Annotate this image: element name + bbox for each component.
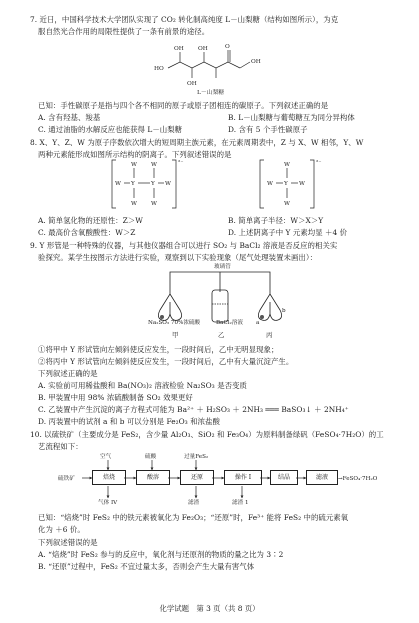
q7-option-c: C. 通过油脂的水解反应也能获得 L－山梨糖 xyxy=(38,125,183,134)
svg-text:²⁻: ²⁻ xyxy=(178,160,184,166)
q7-option-d: D. 含有 5 个手性碳原子 xyxy=(228,125,308,134)
svg-text:OH: OH xyxy=(187,81,197,87)
q7-stem-line3: 已知：手性碳原子是指与四个各不相同的原子或原子团相连的碳原子。下列叙述正确的是 xyxy=(38,101,329,110)
q9-option-c: C. 乙装置中产生沉淀的离子方程式可能为 Ba²⁺ ＋ H₂SO₃ ＋ 2NH₃ ═══ BaSO₃↓ ＋ 2NH₄⁺ xyxy=(38,405,349,414)
flow-input-acid: 硫酸 xyxy=(145,454,157,460)
q8-stem-line2: 两种元素能形成如图所示结构的阴离子。下列叙述错误的是 xyxy=(38,150,232,159)
q10-stem-line1: 10. 以硫铁矿（主要成分是 FeS₂，含少量 Al₂O₃、SiO₂ 和 Fe₃O₄）为原料制备绿矾（FeSO₄·7H₂O）的工 xyxy=(30,430,384,439)
anion-structure-1 xyxy=(110,158,184,210)
q10-option-b: B. “还原”过程中，FeS₂ 不宜过量太多，否则会产生大量有害气体 xyxy=(38,562,255,571)
svg-text:²⁻: ²⁻ xyxy=(316,160,322,166)
flow-product: →FeSO₄·7H₂O xyxy=(338,476,378,482)
flow-output-residue-1: 滤渣 1 xyxy=(232,500,249,506)
q9-stem-line1: 9. Y 形管是一种特殊的仪器，与其他仪器组合可以进行 SO₂ 与 BaCl₂ 溶液是否反应的相关实 xyxy=(30,241,338,250)
flow-step-reduce: 还原 xyxy=(180,470,214,485)
structure-caption: L－山梨糖 xyxy=(197,90,225,96)
q7-option-a: A. 含有羟基、羧基 xyxy=(38,113,101,122)
flow-step-crystallize: 结晶 xyxy=(270,470,298,485)
q8-stem-line1: 8. X、Y、Z、W 为原子序数依次增大的短周期主族元素，在元素周期表中，Z 与 X、W 相邻，Y、W xyxy=(30,138,364,147)
q8-option-b: B. 简单离子半径：W＞X＞Y xyxy=(228,216,324,225)
q10-given-line1: 已知：“焙烧”时 FeS₂ 中的铁元素被氧化为 Fe₂O₃；“还原”时，Fe³⁺ 能将 FeS₂ 中的硫元素氧 xyxy=(38,513,349,522)
flow-step-dissolve: 酸溶 xyxy=(136,470,170,485)
caption-bing: 丙 xyxy=(266,331,273,339)
label-bacl2: BaCl₂溶液 xyxy=(216,320,243,326)
svg-text:HO: HO xyxy=(154,66,164,72)
svg-text:O: O xyxy=(225,44,230,50)
q10-given-line2: 化为 ＋6 价。 xyxy=(38,525,85,534)
svg-text:W: W xyxy=(115,181,121,187)
q9-option-b: B. 甲装置中用 98% 浓硫酸制备 SO₂ 效果更好 xyxy=(38,393,193,402)
svg-text:Y: Y xyxy=(151,181,155,187)
flow-output-gas: 气体 IV xyxy=(98,500,118,506)
svg-text:Y: Y xyxy=(131,181,135,187)
flow-step-operation-1: 操作 I xyxy=(224,470,262,485)
q9-option-a: A. 实验前可用稀盐酸和 Ba(NO₃)₂ 溶液检验 Na₂SO₃ 是否变质 xyxy=(38,381,247,390)
page-footer: 化学试题 第 3 页（共 8 页） xyxy=(159,604,260,613)
q9-stem-line2: 验探究。某学生按图示方法进行实验，观察到以下实验现象（尾气处理装置未画出）： xyxy=(38,253,318,262)
svg-text:W: W xyxy=(284,162,290,168)
q10-stem-line2: 艺流程如下： xyxy=(38,442,83,451)
flow-input-air: 空气 xyxy=(100,454,112,460)
svg-text:OH: OH xyxy=(198,46,208,52)
svg-text:OH: OH xyxy=(174,46,184,52)
svg-text:W: W xyxy=(299,181,305,187)
flow-filtrate: 滤液 xyxy=(306,470,338,485)
svg-text:W: W xyxy=(151,162,157,168)
q7-stem-line2: 服自然光合作用的局限性提供了一条有前景的途径。 xyxy=(38,27,210,36)
svg-text:W: W xyxy=(165,181,171,187)
q9-observation-2: ②将丙中 Y 形试管向左倾斜使反应发生，一段时间后，乙中有大量沉淀产生。 xyxy=(38,357,294,366)
q10-option-a: A. “焙烧”时 FeS₂ 参与的反应中，氧化剂与还原剂的物质的量之比为 3∶2 xyxy=(38,550,284,559)
anion-structure-2 xyxy=(258,158,322,210)
svg-text:Y: Y xyxy=(284,181,288,187)
svg-text:OH: OH xyxy=(251,59,261,65)
label-glass-tube: 玻璃管 xyxy=(214,264,231,270)
svg-text:W: W xyxy=(131,162,137,168)
q8-option-d: D. 上述阴离子中 Y 元素均显 ＋4 价 xyxy=(228,228,348,237)
label-reagents-jia: Na₂SO₃ 70%浓硫酸 xyxy=(148,320,201,326)
label-b: b xyxy=(282,308,286,314)
flow-input-excess-fes2: 过量FeS₂ xyxy=(184,454,209,460)
q9-observation-1: ①将甲中 Y 形试管向左倾斜使反应发生，一段时间后，乙中无明显现象； xyxy=(38,345,279,354)
svg-text:W: W xyxy=(284,201,290,207)
caption-yi: 乙 xyxy=(218,331,225,339)
q8-option-c: C. 最高价含氧酸酸性：W＞Z xyxy=(38,228,136,237)
q10-stem-line3: 下列叙述错误的是 xyxy=(38,538,98,547)
q7-stem-line1: 7. 近日，中国科学技术大学团队实现了 CO₂ 转化制高纯度 L－山梨糖（结构如图所示），为克 xyxy=(30,15,339,24)
flow-step-roast: 焙烧 xyxy=(92,470,126,485)
flow-start-ore: 硫铁矿 xyxy=(58,476,75,482)
q9-option-d: D. 丙装置中的试剂 a 和 b 可以分别是 Fe₂O₃ 和浓盐酸 xyxy=(38,417,220,426)
q9-stem-line3: 下列叙述正确的是 xyxy=(38,369,98,378)
svg-text:W: W xyxy=(131,201,137,207)
q8-option-a: A. 简单氢化物的还原性：Z＞W xyxy=(38,216,143,225)
svg-text:W: W xyxy=(267,181,273,187)
caption-jia: 甲 xyxy=(172,331,179,339)
flow-output-residue: 滤渣 xyxy=(188,500,200,506)
q7-option-b: B. L－山梨糖与葡萄糖互为同分异构体 xyxy=(228,113,355,122)
svg-text:W: W xyxy=(151,201,157,207)
label-a: a xyxy=(256,320,260,326)
